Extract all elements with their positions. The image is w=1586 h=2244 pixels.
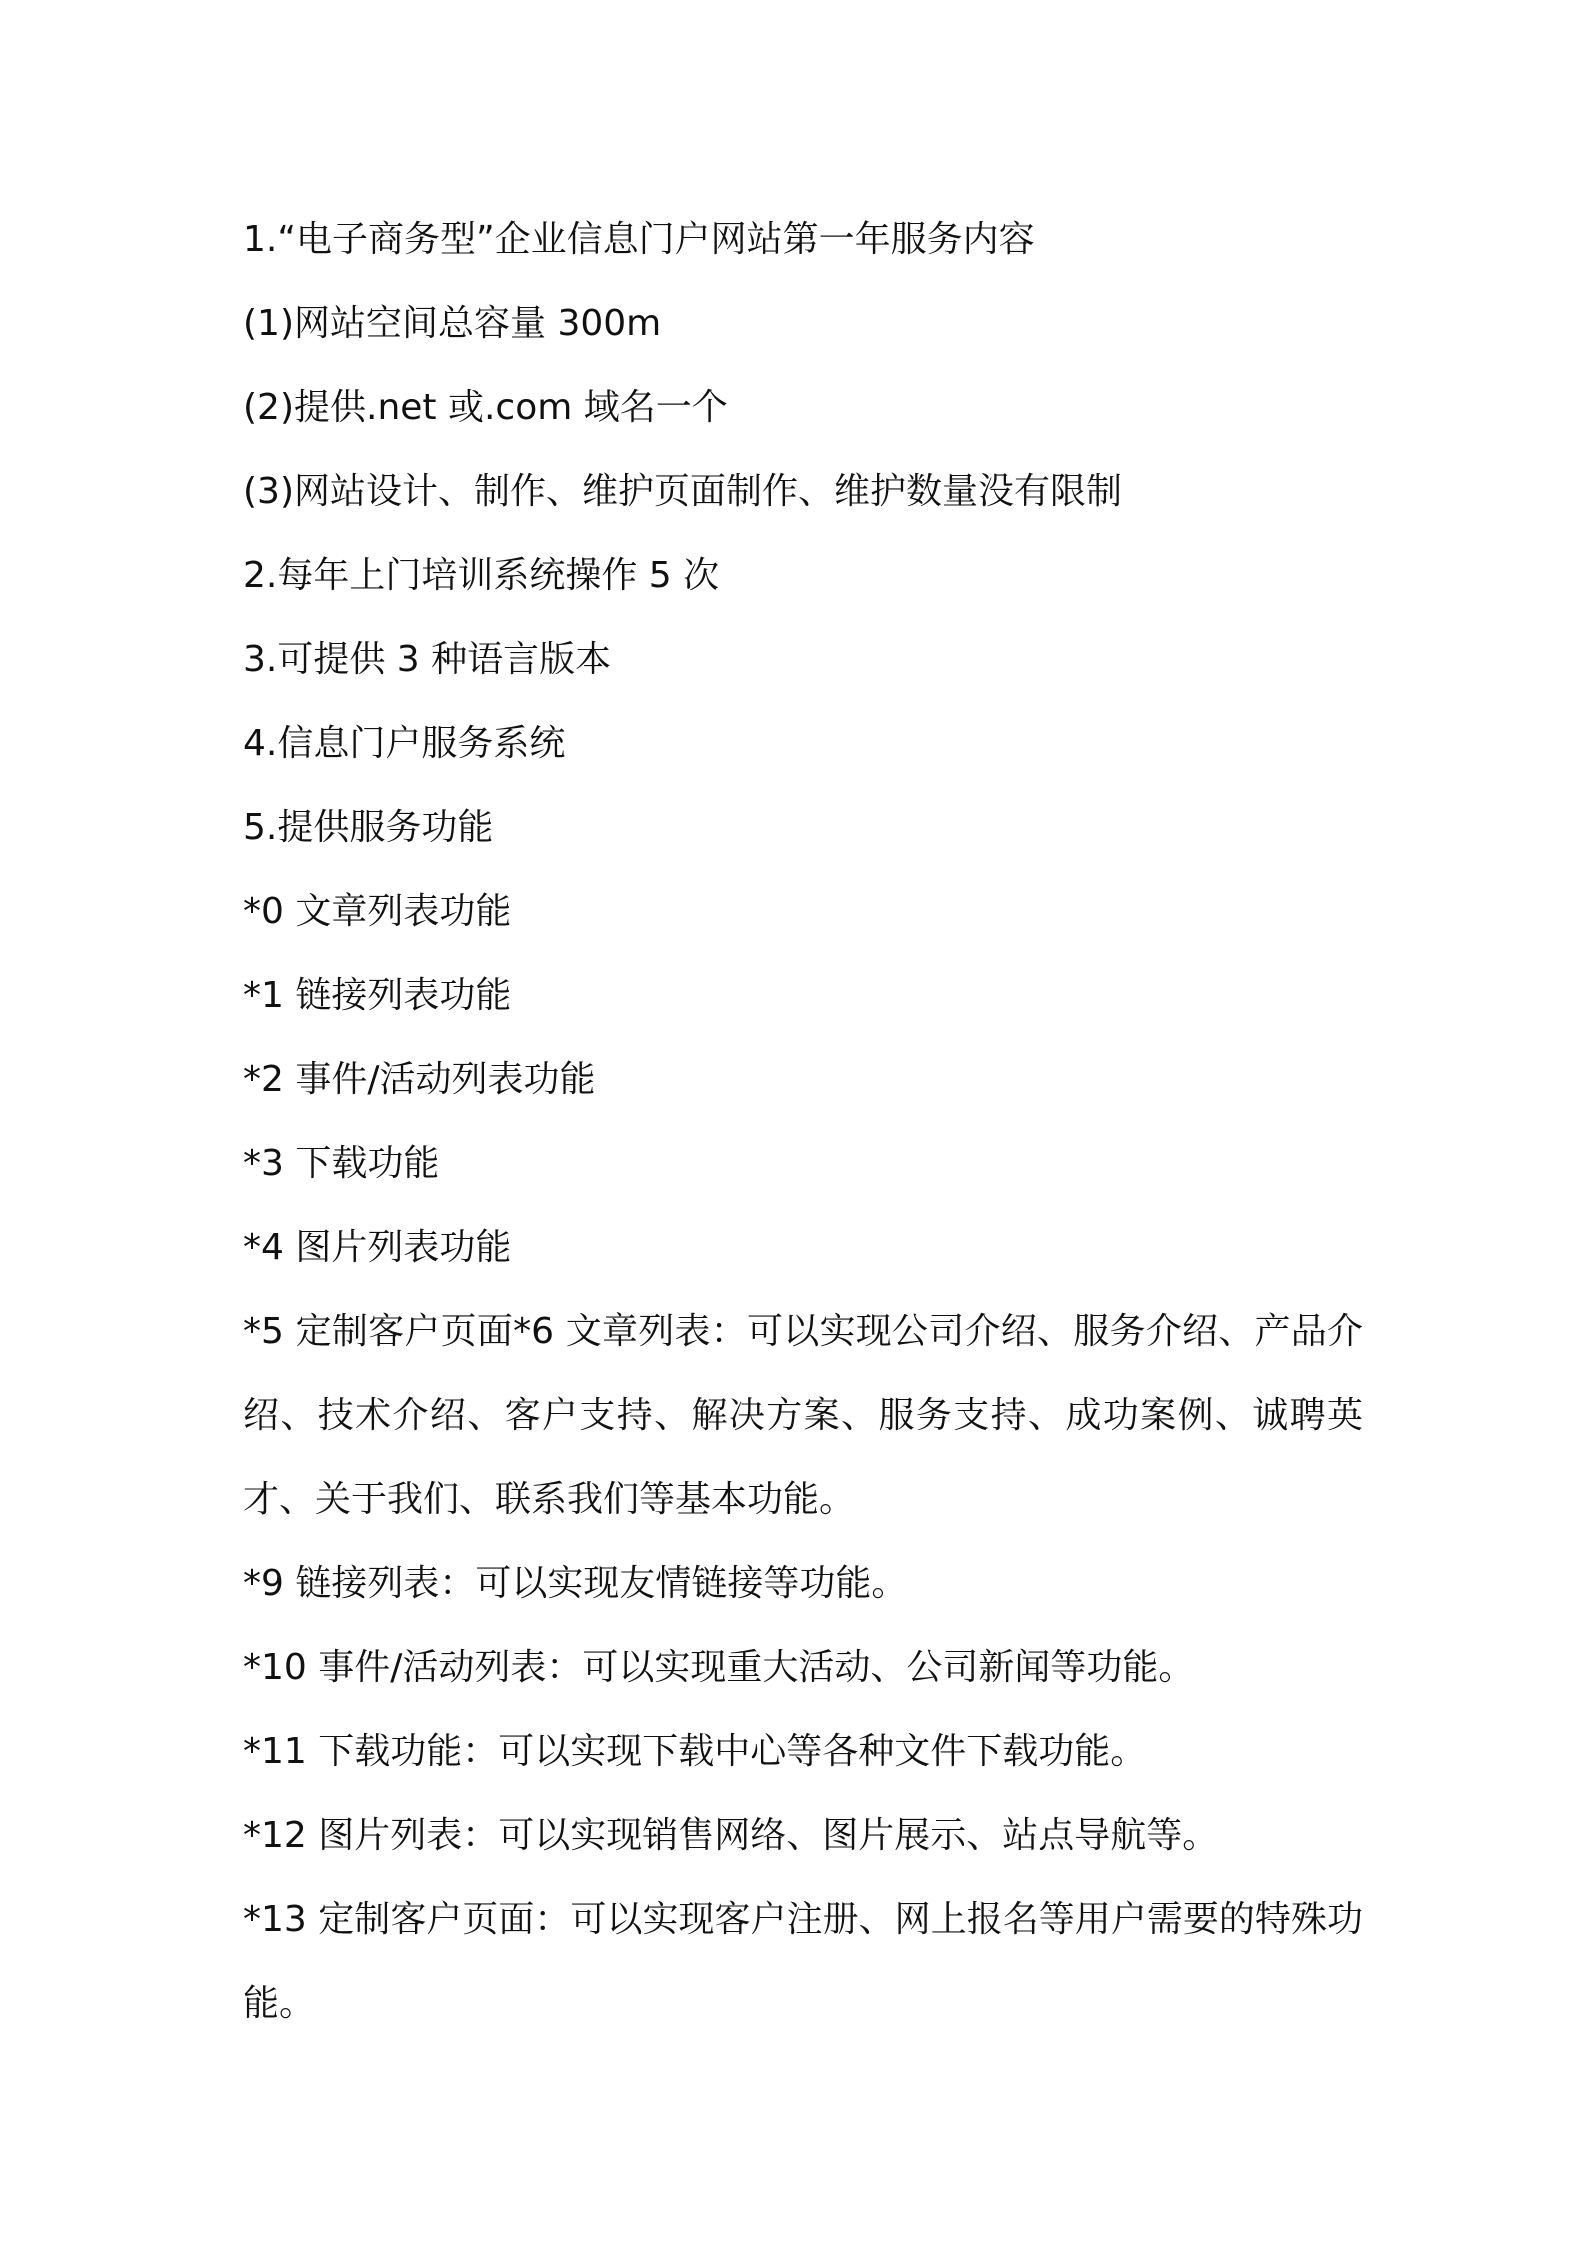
text-line: (3)网站设计、制作、维护页面制作、维护数量没有限制: [243, 471, 1122, 512]
text-line: (2)提供.net 或.com 域名一个: [243, 387, 728, 428]
text-line: *2 事件/活动列表功能: [243, 1059, 596, 1100]
text-line: 5.提供服务功能: [243, 807, 494, 848]
text-paragraph: *13 定制客户页面：可以实现客户注册、网上报名等用户需要的特殊功能。: [243, 1899, 1363, 2024]
text-line: *10 事件/活动列表：可以实现重大活动、公司新闻等功能。: [243, 1647, 1195, 1688]
text-line: *11 下载功能：可以实现下载中心等各种文件下载功能。: [243, 1731, 1147, 1772]
text-line: 2.每年上门培训系统操作 5 次: [243, 555, 720, 596]
text-line: *12 图片列表：可以实现销售网络、图片展示、站点导航等。: [243, 1815, 1219, 1856]
text-line: *1 链接列表功能: [243, 975, 512, 1016]
text-line: (1)网站空间总容量 300m: [243, 303, 662, 344]
text-line: *3 下载功能: [243, 1143, 440, 1184]
document-body: [243, 198, 1363, 2046]
text-line: *4 图片列表功能: [243, 1227, 512, 1268]
heading-line: 1.“电子商务型”企业信息门户网站第一年服务内容: [243, 219, 1035, 260]
text-line: 3.可提供 3 种语言版本: [243, 639, 612, 680]
text-line: 4.信息门户服务系统: [243, 723, 566, 764]
text-line: *9 链接列表：可以实现友情链接等功能。: [243, 1563, 908, 1604]
text-paragraph: *5 定制客户页面*6 文章列表：可以实现公司介绍、服务介绍、产品介绍、技术介绍、客户支持、解决方案、服务支持、成功案例、诚聘英才、关于我们、联系我们等基本功能。: [243, 1311, 1363, 1520]
text-line: *0 文章列表功能: [243, 891, 512, 932]
